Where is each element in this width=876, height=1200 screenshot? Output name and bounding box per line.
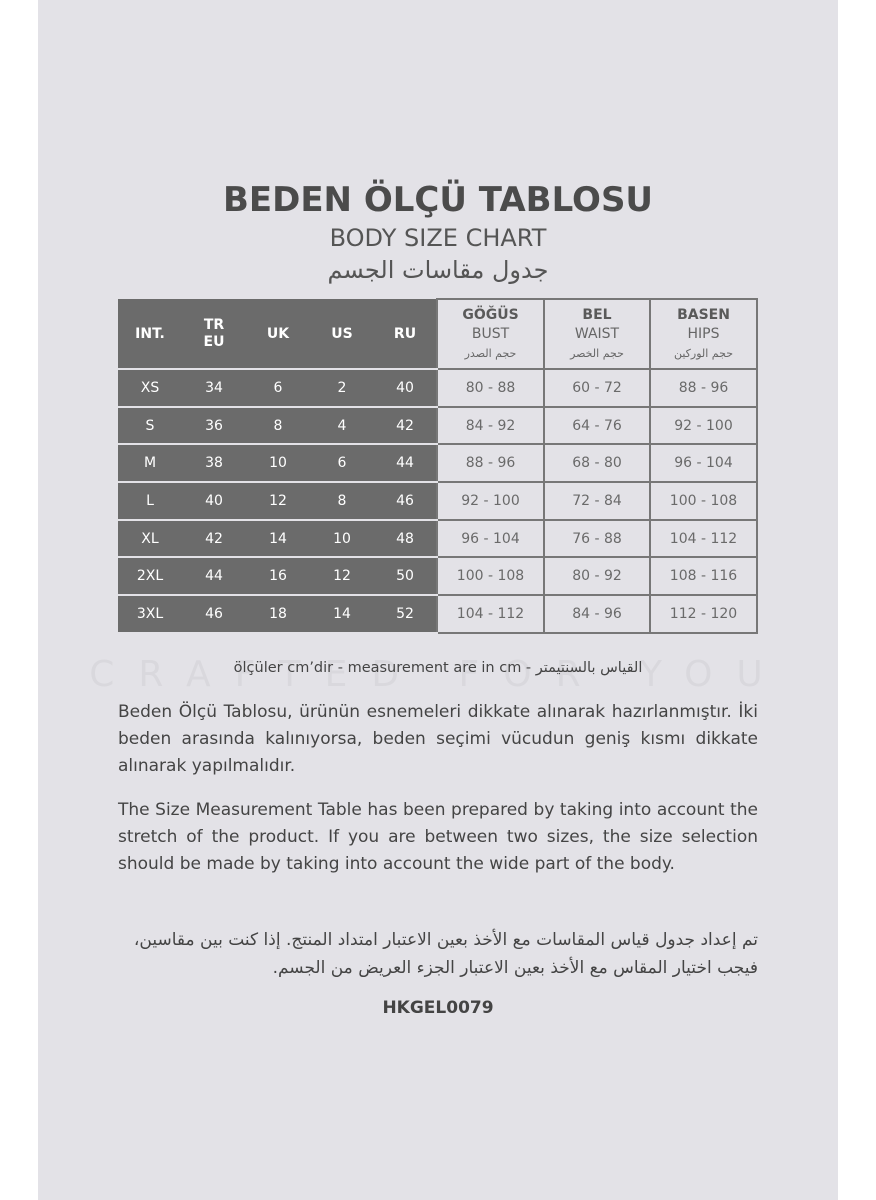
cell-uk: 12 (246, 482, 310, 520)
header-int: INT. (118, 299, 182, 369)
header-ru: RU (374, 299, 437, 369)
cell-hips: 104 - 112 (650, 520, 757, 558)
paragraph-turkish: Beden Ölçü Tablosu, ürünün esnemeleri dikkate alınarak hazırlanmıştır. İki beden arasında kalınıyorsa, beden seçimi vücudun geniş kısmı dikkate alınarak yapılmalıdır. (118, 702, 758, 776)
cell-us: 10 (310, 520, 374, 558)
cell-waist: 84 - 96 (544, 595, 650, 633)
paragraph-english: The Size Measurement Table has been prepared by taking into account the stretch of the product. If you are between two sizes, the size selection should be made by taking into account the wide part of the body. (118, 800, 758, 874)
cell-waist: 72 - 84 (544, 482, 650, 520)
cell-us: 2 (310, 369, 374, 407)
cell-tr-eu: 42 (182, 520, 246, 558)
header-tr-eu: TR EU (182, 299, 246, 369)
cell-ru: 40 (374, 369, 437, 407)
cell-tr-eu: 36 (182, 407, 246, 445)
table-row (118, 557, 757, 595)
cell-tr-eu: 46 (182, 595, 246, 633)
cell-us: 14 (310, 595, 374, 633)
cell-uk: 6 (246, 369, 310, 407)
measurement-unit-note: ölçüler cm’dir - measurement are in cm - القياس بالسنتيمتر (233, 660, 643, 676)
cell-uk: 14 (246, 520, 310, 558)
cell-ru: 48 (374, 520, 437, 558)
cell-int: M (118, 444, 182, 482)
cell-ru: 44 (374, 444, 437, 482)
cell-bust: 80 - 88 (437, 369, 544, 407)
cell-int: XS (118, 369, 182, 407)
title-arabic: جدول مقاسات الجسم (327, 256, 549, 284)
cell-us: 4 (310, 407, 374, 445)
cell-uk: 10 (246, 444, 310, 482)
cell-ru: 42 (374, 407, 437, 445)
cell-tr-eu: 38 (182, 444, 246, 482)
cell-ru: 52 (374, 595, 437, 633)
table-row (118, 520, 757, 558)
size-table (118, 298, 758, 634)
cell-us: 6 (310, 444, 374, 482)
cell-int: L (118, 482, 182, 520)
header-bust: GÖĞÜS BUST حجم الصدر (437, 299, 544, 369)
cell-uk: 18 (246, 595, 310, 633)
cell-us: 12 (310, 557, 374, 595)
header-waist: BEL WAIST حجم الخصر (544, 299, 650, 369)
cell-bust: 96 - 104 (437, 520, 544, 558)
cell-waist: 68 - 80 (544, 444, 650, 482)
title-english: BODY SIZE CHART (329, 224, 547, 252)
cell-tr-eu: 44 (182, 557, 246, 595)
cell-us: 8 (310, 482, 374, 520)
table-row (118, 482, 757, 520)
header-uk: UK (246, 299, 310, 369)
cell-waist: 60 - 72 (544, 369, 650, 407)
header-hips: BASEN HIPS حجم الوركين (650, 299, 757, 369)
cell-bust: 92 - 100 (437, 482, 544, 520)
cell-hips: 88 - 96 (650, 369, 757, 407)
cell-int: 2XL (118, 557, 182, 595)
table-header-row (118, 299, 757, 369)
cell-bust: 84 - 92 (437, 407, 544, 445)
cell-int: XL (118, 520, 182, 558)
cell-int: S (118, 407, 182, 445)
cell-uk: 16 (246, 557, 310, 595)
cell-hips: 100 - 108 (650, 482, 757, 520)
cell-tr-eu: 40 (182, 482, 246, 520)
table-row (118, 369, 757, 407)
cell-waist: 64 - 76 (544, 407, 650, 445)
table-body (118, 369, 757, 633)
cell-waist: 80 - 92 (544, 557, 650, 595)
table-row (118, 595, 757, 633)
cell-bust: 100 - 108 (437, 557, 544, 595)
cell-int: 3XL (118, 595, 182, 633)
table-row (118, 407, 757, 445)
header-us: US (310, 299, 374, 369)
cell-tr-eu: 34 (182, 369, 246, 407)
cell-ru: 46 (374, 482, 437, 520)
cell-hips: 112 - 120 (650, 595, 757, 633)
cell-waist: 76 - 88 (544, 520, 650, 558)
cell-hips: 92 - 100 (650, 407, 757, 445)
cell-ru: 50 (374, 557, 437, 595)
table-row (118, 444, 757, 482)
paragraph-arabic: تم إعداد جدول قياس المقاسات مع الأخذ بعين الاعتبار امتداد المنتج. إذا كنت بين مقاسين، فيجب اختيار المقاس مع الأخذ بعين الاعتبار الجزء العريض من الجسم. (133, 930, 758, 978)
cell-hips: 108 - 116 (650, 557, 757, 595)
title-turkish: BEDEN ÖLÇÜ TABLOSU (222, 180, 654, 220)
cell-bust: 88 - 96 (437, 444, 544, 482)
product-code: HKGEL0079 (382, 998, 494, 1018)
cell-hips: 96 - 104 (650, 444, 757, 482)
cell-uk: 8 (246, 407, 310, 445)
cell-bust: 104 - 112 (437, 595, 544, 633)
